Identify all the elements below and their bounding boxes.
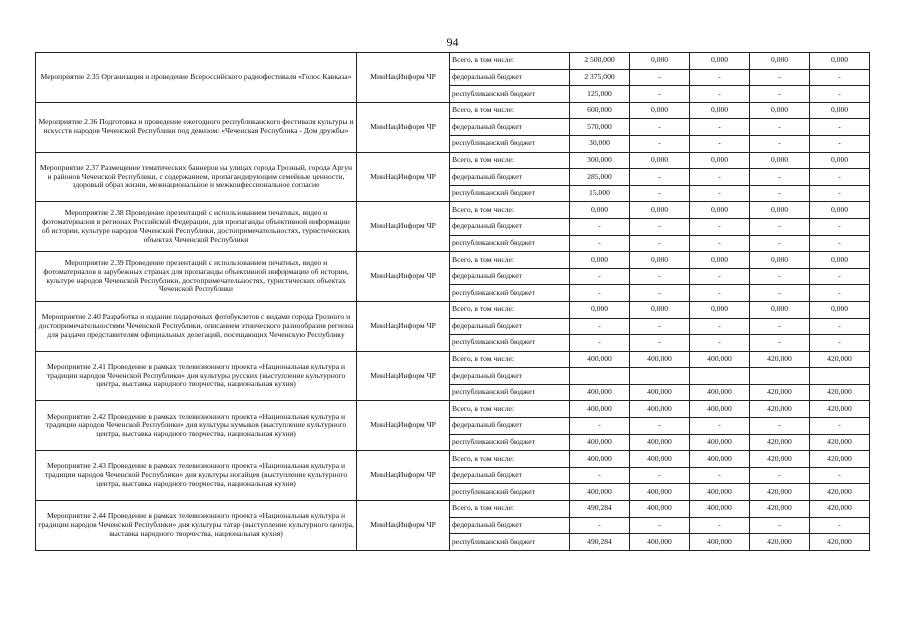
executor-cell: МинНацИнформ ЧР (357, 401, 450, 451)
amount-cell: - (690, 119, 750, 136)
funding-source-cell: федеральный бюджет (450, 218, 570, 235)
amount-cell: - (570, 517, 630, 534)
amount-cell: 0,000 (630, 53, 690, 70)
amount-cell: 0,000 (750, 53, 810, 70)
amount-cell: - (570, 235, 630, 252)
amount-cell: 0,000 (690, 301, 750, 318)
amount-cell: - (750, 418, 810, 435)
amount-cell: - (750, 285, 810, 302)
amount-cell: 420,000 (810, 434, 870, 451)
amount-cell (690, 368, 750, 385)
table-row (36, 53, 870, 70)
funding-source-cell: Всего, в том числе: (450, 252, 570, 269)
amount-cell: 400,000 (630, 484, 690, 501)
amount-cell: - (630, 235, 690, 252)
amount-cell: - (630, 285, 690, 302)
amount-cell: 420,000 (810, 501, 870, 518)
amount-cell: 420,000 (750, 534, 810, 551)
amount-cell: 400,000 (690, 451, 750, 468)
amount-cell: 0,000 (690, 202, 750, 219)
amount-cell: - (810, 285, 870, 302)
amount-cell: - (690, 169, 750, 186)
funding-source-cell: Всего, в том числе: (450, 53, 570, 70)
amount-cell: - (810, 268, 870, 285)
amount-cell: 0,000 (810, 252, 870, 269)
amount-cell: 0,000 (570, 301, 630, 318)
table-row (36, 202, 870, 219)
amount-cell: 0,000 (750, 102, 810, 119)
amount-cell: - (630, 119, 690, 136)
funding-source-cell: Всего, в том числе: (450, 451, 570, 468)
funding-source-cell: федеральный бюджет (450, 268, 570, 285)
amount-cell: - (810, 235, 870, 252)
amount-cell: - (750, 218, 810, 235)
amount-cell: 400,000 (690, 534, 750, 551)
amount-cell: - (690, 318, 750, 335)
funding-source-cell: республиканский бюджет (450, 86, 570, 103)
amount-cell: - (750, 467, 810, 484)
amount-cell: 400,000 (690, 484, 750, 501)
amount-cell: - (690, 268, 750, 285)
amount-cell: 400,000 (630, 451, 690, 468)
funding-source-cell: Всего, в том числе: (450, 152, 570, 169)
amount-cell: - (630, 185, 690, 202)
amount-cell: 400,000 (630, 351, 690, 368)
table-row (36, 501, 870, 518)
amount-cell: 400,000 (630, 501, 690, 518)
amount-cell: - (630, 335, 690, 352)
executor-cell: МинНацИнформ ЧР (357, 301, 450, 351)
amount-cell (630, 368, 690, 385)
funding-source-cell: федеральный бюджет (450, 418, 570, 435)
amount-cell: - (690, 69, 750, 86)
executor-cell: МинНацИнформ ЧР (357, 152, 450, 202)
amount-cell: 420,000 (750, 451, 810, 468)
funding-source-cell: федеральный бюджет (450, 467, 570, 484)
funding-source-cell: республиканский бюджет (450, 135, 570, 152)
executor-cell: МинНацИнформ ЧР (357, 351, 450, 401)
amount-cell: 30,000 (570, 135, 630, 152)
amount-cell: - (570, 335, 630, 352)
funding-source-cell: республиканский бюджет (450, 384, 570, 401)
activity-name-cell: Мероприятие 2.44 Проведение в рамках телевизионного проекта «Национальная культура и традиции народов Чеченской Республики» дня культуры татар (выступление культурного центра, выставка народного творчества, национальная кухня) (36, 501, 357, 551)
amount-cell: - (750, 69, 810, 86)
amount-cell: 420,000 (750, 384, 810, 401)
table-row (36, 351, 870, 368)
amount-cell: 420,000 (810, 351, 870, 368)
amount-cell: 400,000 (690, 351, 750, 368)
amount-cell: - (810, 169, 870, 186)
table-row (36, 102, 870, 119)
funding-source-cell: Всего, в том числе: (450, 351, 570, 368)
amount-cell: - (570, 218, 630, 235)
amount-cell: - (690, 517, 750, 534)
funding-source-cell: федеральный бюджет (450, 318, 570, 335)
amount-cell: - (630, 318, 690, 335)
amount-cell: - (570, 285, 630, 302)
amount-cell: 0,000 (810, 301, 870, 318)
amount-cell: - (810, 69, 870, 86)
amount-cell: - (810, 86, 870, 103)
amount-cell: - (750, 169, 810, 186)
amount-cell: 0,000 (690, 102, 750, 119)
amount-cell: 0,000 (630, 152, 690, 169)
amount-cell: 400,000 (690, 434, 750, 451)
amount-cell: - (570, 418, 630, 435)
program-activities-table (35, 52, 870, 551)
funding-source-cell: федеральный бюджет (450, 119, 570, 136)
activity-name-cell: Мероприятие 2.42 Проведение в рамках телевизионного проекта «Национальная культура и традиции народов Чеченской Республики» дня культуры кумыков (выступление культурного центра, выставка народного творчества, национальная кухня) (36, 401, 357, 451)
activity-name-cell: Мероприятие 2.38 Проведение презентаций с использованием печатных, видео и фотоматериалов в регионах Российской Федерации, для пропаганды объективной информации об истории, культуре народов Чеченской Республики, достопримечательностях, туристических объектах Чеченской Республики (36, 202, 357, 252)
executor-cell: МинНацИнформ ЧР (357, 501, 450, 551)
amount-cell: 420,000 (750, 401, 810, 418)
amount-cell: - (630, 418, 690, 435)
amount-cell: - (630, 268, 690, 285)
amount-cell: 400,000 (630, 434, 690, 451)
amount-cell: 0,000 (810, 152, 870, 169)
amount-cell: - (690, 185, 750, 202)
amount-cell: 0,000 (630, 202, 690, 219)
amount-cell: - (810, 135, 870, 152)
amount-cell: - (690, 467, 750, 484)
amount-cell: - (750, 268, 810, 285)
amount-cell: - (810, 185, 870, 202)
amount-cell: 2 500,000 (570, 53, 630, 70)
amount-cell: - (750, 235, 810, 252)
amount-cell: - (810, 318, 870, 335)
amount-cell: 400,000 (690, 501, 750, 518)
funding-source-cell: федеральный бюджет (450, 169, 570, 186)
amount-cell: - (690, 86, 750, 103)
amount-cell: - (690, 218, 750, 235)
amount-cell: - (630, 517, 690, 534)
amount-cell: 420,000 (810, 401, 870, 418)
amount-cell: 2 375,000 (570, 69, 630, 86)
activity-name-cell: Мероприятие 2.39 Проведение презентаций с использованием печатных, видео и фотоматериалов в зарубежных странах для пропаганды объективной информации об истории, культуре народов Чеченской Республики, достопримечательностях, туристических объектах Чеченской Республики (36, 252, 357, 302)
amount-cell: - (750, 185, 810, 202)
amount-cell: 400,000 (570, 434, 630, 451)
amount-cell: 570,000 (570, 119, 630, 136)
amount-cell: - (750, 135, 810, 152)
funding-source-cell: республиканский бюджет (450, 534, 570, 551)
amount-cell: - (570, 268, 630, 285)
funding-source-cell: федеральный бюджет (450, 517, 570, 534)
amount-cell: 400,000 (570, 401, 630, 418)
amount-cell: 420,000 (750, 434, 810, 451)
amount-cell: - (690, 235, 750, 252)
executor-cell: МинНацИнформ ЧР (357, 202, 450, 252)
amount-cell: - (750, 335, 810, 352)
activity-name-cell: Мероприятие 2.41 Проведение в рамках телевизионного проекта «Национальная культура и традиции народов Чеченской Республики» дня культуры русских (выступление культурного центра, выставка народного творчества, национальная кухня) (36, 351, 357, 401)
amount-cell: 490,284 (570, 501, 630, 518)
amount-cell (750, 368, 810, 385)
amount-cell: - (810, 517, 870, 534)
amount-cell: - (750, 517, 810, 534)
amount-cell: 0,000 (750, 301, 810, 318)
funding-source-cell: Всего, в том числе: (450, 401, 570, 418)
table-row (36, 401, 870, 418)
amount-cell: 400,000 (690, 384, 750, 401)
amount-cell: 400,000 (570, 451, 630, 468)
amount-cell: - (810, 418, 870, 435)
amount-cell: 0,000 (750, 202, 810, 219)
amount-cell: 400,000 (630, 534, 690, 551)
amount-cell: 490,284 (570, 534, 630, 551)
amount-cell: - (690, 335, 750, 352)
table-row (36, 451, 870, 468)
amount-cell: 0,000 (630, 102, 690, 119)
amount-cell: 400,000 (630, 384, 690, 401)
funding-source-cell: федеральный бюджет (450, 69, 570, 86)
activity-name-cell: Мероприятие 2.36 Подготовка и проведение ежегодного республиканского фестиваля культуры и искусств народов Чеченской Республики под девизом: «Чеченская Республика - Дом дружбы» (36, 102, 357, 152)
amount-cell: - (570, 467, 630, 484)
amount-cell: 400,000 (570, 384, 630, 401)
amount-cell: 0,000 (570, 202, 630, 219)
amount-cell: 420,000 (810, 534, 870, 551)
amount-cell: 0,000 (810, 202, 870, 219)
amount-cell: 0,000 (630, 301, 690, 318)
amount-cell: - (630, 467, 690, 484)
funding-source-cell: Всего, в том числе: (450, 102, 570, 119)
page-number: 94 (446, 35, 459, 49)
amount-cell: 400,000 (570, 351, 630, 368)
amount-cell: - (810, 218, 870, 235)
funding-source-cell: республиканский бюджет (450, 285, 570, 302)
amount-cell: - (630, 169, 690, 186)
amount-cell: 600,000 (570, 102, 630, 119)
amount-cell: - (630, 218, 690, 235)
amount-cell: 0,000 (810, 102, 870, 119)
funding-source-cell: федеральный бюджет (450, 368, 570, 385)
amount-cell: 0,000 (750, 252, 810, 269)
executor-cell: МинНацИнформ ЧР (357, 451, 450, 501)
amount-cell: 0,000 (630, 252, 690, 269)
amount-cell: - (810, 467, 870, 484)
amount-cell: 0,000 (810, 53, 870, 70)
amount-cell: 400,000 (630, 401, 690, 418)
amount-cell: - (690, 418, 750, 435)
funding-source-cell: республиканский бюджет (450, 185, 570, 202)
amount-cell: - (810, 335, 870, 352)
funding-source-cell: Всего, в том числе: (450, 301, 570, 318)
amount-cell: - (630, 86, 690, 103)
amount-cell: 0,000 (690, 152, 750, 169)
amount-cell: 420,000 (810, 484, 870, 501)
amount-cell: - (690, 135, 750, 152)
amount-cell (570, 368, 630, 385)
table-row (36, 152, 870, 169)
funding-source-cell: Всего, в том числе: (450, 501, 570, 518)
amount-cell: 285,000 (570, 169, 630, 186)
amount-cell: 420,000 (810, 384, 870, 401)
amount-cell: 420,000 (810, 451, 870, 468)
amount-cell: - (630, 69, 690, 86)
executor-cell: МинНацИнформ ЧР (357, 53, 450, 103)
activity-name-cell: Мероприятие 2.43 Проведение в рамках телевизионного проекта «Национальная культура и традиции народов Чеченской Республики» дня культуры ногайцев (выступление культурного центра, выставка народного творчества, национальная кухня) (36, 451, 357, 501)
executor-cell: МинНацИнформ ЧР (357, 102, 450, 152)
amount-cell: 300,000 (570, 152, 630, 169)
amount-cell (810, 368, 870, 385)
amount-cell: 420,000 (750, 351, 810, 368)
funding-source-cell: республиканский бюджет (450, 235, 570, 252)
funding-source-cell: Всего, в том числе: (450, 202, 570, 219)
table-row (36, 301, 870, 318)
amount-cell: 0,000 (570, 252, 630, 269)
table-row (36, 252, 870, 269)
amount-cell: - (690, 285, 750, 302)
amount-cell: 400,000 (690, 401, 750, 418)
activity-name-cell: Мероприятие 2.35 Организация и проведение Всероссийского радиофестиваля «Голос Кавказа» (36, 53, 357, 103)
amount-cell: 420,000 (750, 501, 810, 518)
amount-cell: 0,000 (690, 252, 750, 269)
activity-name-cell: Мероприятие 2.37 Размещение тематических баннеров на улицах города Грозный, города Аргун и районов Чеченской Республики, с содержанием, пропагандирующим семейные ценности, здоровый образ жизни, межнациональное и межконфессиональное согласие (36, 152, 357, 202)
table-body (36, 53, 870, 551)
funding-source-cell: республиканский бюджет (450, 434, 570, 451)
amount-cell: 15,000 (570, 185, 630, 202)
amount-cell: 0,000 (750, 152, 810, 169)
amount-cell: 420,000 (750, 484, 810, 501)
executor-cell: МинНацИнформ ЧР (357, 252, 450, 302)
amount-cell: 400,000 (570, 484, 630, 501)
amount-cell: - (630, 135, 690, 152)
amount-cell: - (810, 119, 870, 136)
funding-source-cell: республиканский бюджет (450, 484, 570, 501)
amount-cell: 0,000 (690, 53, 750, 70)
amount-cell: - (750, 318, 810, 335)
funding-source-cell: республиканский бюджет (450, 335, 570, 352)
amount-cell: - (570, 318, 630, 335)
amount-cell: - (750, 119, 810, 136)
activity-name-cell: Мероприятие 2.40 Разработка и издание подарочных фотобуклетов с видами города Грозного и достопримечательностями Чеченской Республики, описанием этнического разнообразия региона для раздачи представителям официальных делегаций, посещающих Чеченскую Республику (36, 301, 357, 351)
amount-cell: - (750, 86, 810, 103)
amount-cell: 125,000 (570, 86, 630, 103)
